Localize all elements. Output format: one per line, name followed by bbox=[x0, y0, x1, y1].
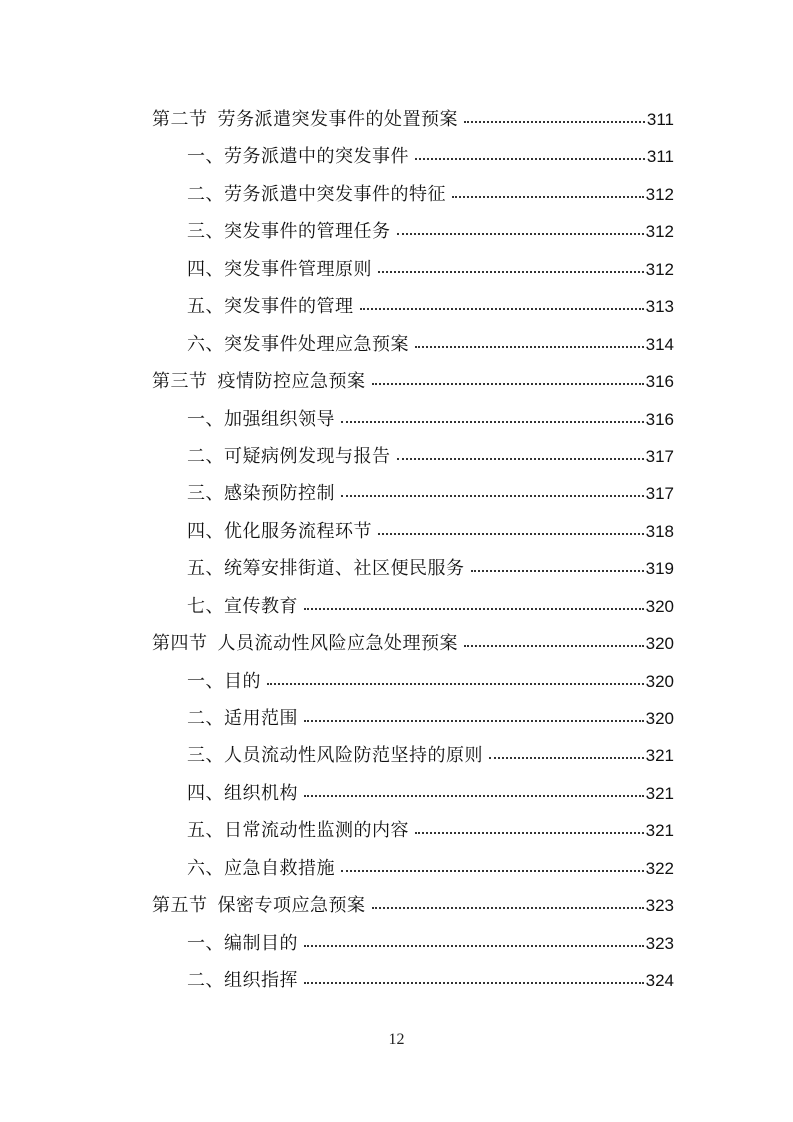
toc-subsection-entry[interactable] bbox=[152, 588, 674, 625]
toc-dot-leader bbox=[415, 831, 644, 834]
page-number: 12 bbox=[388, 1031, 405, 1048]
toc-dot-leader bbox=[304, 944, 644, 947]
toc-subsection-entry[interactable] bbox=[152, 176, 674, 213]
toc-dot-leader bbox=[304, 607, 644, 610]
toc-page-number: 313 bbox=[645, 297, 674, 317]
toc-entry-number: 六、 bbox=[187, 857, 224, 879]
toc-entry-title: 人员流动性风险防范坚持的原则 bbox=[224, 745, 483, 767]
toc-page-number: 314 bbox=[645, 334, 674, 354]
toc-entry-title: 宣传教育 bbox=[224, 595, 298, 617]
toc-page-number: 320 bbox=[645, 596, 674, 616]
toc-page-number: 318 bbox=[645, 521, 674, 541]
toc-entry-number: 第四节 bbox=[152, 633, 208, 655]
toc-dot-leader bbox=[489, 756, 644, 759]
toc-entry-number: 三、 bbox=[187, 483, 224, 505]
toc-page-number: 321 bbox=[645, 821, 674, 841]
toc-entry-number: 三、 bbox=[187, 745, 224, 767]
toc-entry-title: 突发事件的管理任务 bbox=[224, 221, 391, 243]
toc-entry-label bbox=[152, 887, 366, 924]
toc-entry-number: 一、 bbox=[187, 408, 224, 430]
toc-subsection-entry[interactable] bbox=[152, 138, 674, 175]
toc-page-number: 311 bbox=[646, 147, 674, 167]
toc-subsection-entry[interactable] bbox=[152, 288, 674, 325]
toc-dot-leader bbox=[415, 345, 644, 348]
toc-entry-label bbox=[187, 176, 446, 213]
table-of-contents bbox=[152, 101, 674, 1000]
toc-entry-label bbox=[187, 737, 483, 774]
toc-entry-number: 第五节 bbox=[152, 895, 208, 917]
toc-page-number: 320 bbox=[645, 671, 674, 691]
toc-entry-label bbox=[187, 288, 354, 325]
toc-subsection-entry[interactable] bbox=[152, 850, 674, 887]
toc-entry-label bbox=[187, 588, 298, 625]
toc-dot-leader bbox=[304, 981, 644, 984]
toc-entry-number: 四、 bbox=[187, 520, 224, 542]
toc-entry-title: 突发事件管理原则 bbox=[224, 258, 372, 280]
toc-section-entry[interactable] bbox=[152, 101, 674, 138]
toc-entry-title: 劳务派遣中的突发事件 bbox=[224, 146, 409, 168]
toc-entry-title: 组织机构 bbox=[224, 782, 298, 804]
toc-subsection-entry[interactable] bbox=[152, 251, 674, 288]
toc-page-number: 323 bbox=[645, 933, 674, 953]
toc-page-number: 317 bbox=[645, 484, 674, 504]
toc-dot-leader bbox=[378, 270, 644, 273]
toc-entry-label bbox=[187, 438, 391, 475]
toc-entry-number: 七、 bbox=[187, 595, 224, 617]
toc-dot-leader bbox=[267, 682, 644, 685]
toc-subsection-entry[interactable] bbox=[152, 812, 674, 849]
toc-entry-number: 二、 bbox=[187, 708, 224, 729]
toc-dot-leader bbox=[464, 120, 645, 123]
toc-entry-number: 四、 bbox=[187, 782, 224, 804]
toc-entry-label bbox=[187, 663, 261, 700]
toc-entry-number: 五、 bbox=[187, 820, 224, 842]
toc-entry-number: 一、 bbox=[187, 932, 224, 954]
toc-subsection-entry[interactable] bbox=[152, 962, 674, 999]
toc-subsection-entry[interactable] bbox=[152, 438, 674, 475]
toc-entry-label bbox=[187, 925, 298, 962]
toc-subsection-entry[interactable] bbox=[152, 401, 674, 438]
toc-page-number: 321 bbox=[645, 746, 674, 766]
toc-entry-number: 三、 bbox=[187, 221, 224, 243]
toc-entry-label bbox=[187, 550, 465, 587]
toc-entry-title: 编制目的 bbox=[224, 932, 298, 954]
toc-entry-title: 可疑病例发现与报告 bbox=[224, 445, 391, 467]
toc-entry-title: 劳务派遣突发事件的处置预案 bbox=[217, 109, 458, 130]
toc-entry-title: 加强组织领导 bbox=[224, 408, 335, 430]
toc-entry-title: 疫情防控应急预案 bbox=[217, 371, 366, 393]
toc-page-number: 320 bbox=[645, 634, 674, 654]
toc-dot-leader bbox=[464, 644, 644, 647]
toc-entry-label bbox=[187, 700, 298, 737]
toc-entry-number: 二、 bbox=[187, 445, 224, 467]
toc-entry-title: 日常流动性监测的内容 bbox=[224, 820, 409, 842]
toc-subsection-entry[interactable] bbox=[152, 513, 674, 550]
toc-entry-label bbox=[187, 962, 298, 999]
toc-subsection-entry[interactable] bbox=[152, 737, 674, 774]
toc-subsection-entry[interactable] bbox=[152, 550, 674, 587]
toc-entry-label bbox=[187, 513, 372, 550]
toc-entry-title: 应急自救措施 bbox=[224, 857, 335, 879]
toc-entry-number: 五、 bbox=[187, 558, 224, 580]
toc-dot-leader bbox=[415, 157, 645, 160]
toc-entry-title: 突发事件的管理 bbox=[224, 296, 354, 318]
toc-entry-number: 一、 bbox=[187, 146, 224, 168]
toc-dot-leader bbox=[397, 457, 644, 460]
toc-dot-leader bbox=[304, 719, 644, 722]
toc-entry-label bbox=[152, 363, 366, 400]
toc-entry-title: 劳务派遣中突发事件的特征 bbox=[224, 183, 446, 205]
toc-entry-number: 二、 bbox=[187, 970, 224, 992]
toc-dot-leader bbox=[360, 307, 644, 310]
toc-page-number: 320 bbox=[645, 709, 674, 728]
toc-dot-leader bbox=[372, 906, 644, 909]
toc-entry-title: 组织指挥 bbox=[224, 970, 298, 992]
toc-entry-label bbox=[152, 101, 458, 138]
toc-dot-leader bbox=[372, 382, 644, 385]
toc-entry-number: 第三节 bbox=[152, 371, 208, 393]
toc-entry-title: 优化服务流程环节 bbox=[224, 520, 372, 542]
toc-entry-label bbox=[152, 625, 458, 662]
toc-page-number: 316 bbox=[645, 409, 674, 429]
toc-entry-number: 六、 bbox=[187, 333, 224, 355]
toc-dot-leader bbox=[304, 794, 644, 797]
toc-page-number: 324 bbox=[645, 971, 674, 991]
toc-page-number: 321 bbox=[645, 783, 674, 803]
toc-page-number: 312 bbox=[645, 259, 674, 279]
toc-dot-leader bbox=[341, 420, 644, 423]
toc-entry-label bbox=[187, 138, 409, 175]
toc-dot-leader bbox=[378, 532, 644, 535]
toc-dot-leader bbox=[397, 232, 644, 235]
toc-page-number: 322 bbox=[645, 858, 674, 878]
toc-section-entry[interactable] bbox=[152, 363, 674, 400]
toc-entry-title: 感染预防控制 bbox=[224, 483, 335, 505]
toc-entry-label bbox=[187, 812, 409, 849]
toc-dot-leader bbox=[341, 869, 644, 872]
toc-entry-title: 统筹安排街道、社区便民服务 bbox=[224, 558, 465, 580]
toc-entry-title: 保密专项应急预案 bbox=[217, 895, 366, 917]
toc-subsection-entry[interactable] bbox=[152, 213, 674, 250]
toc-entry-number: 四、 bbox=[187, 258, 224, 280]
toc-entry-number: 一、 bbox=[187, 670, 224, 692]
toc-dot-leader bbox=[471, 569, 644, 572]
toc-entry-title: 人员流动性风险应急处理预案 bbox=[217, 633, 458, 655]
toc-subsection-entry[interactable] bbox=[152, 326, 674, 363]
toc-entry-label bbox=[187, 850, 335, 887]
toc-dot-leader bbox=[341, 494, 644, 497]
toc-entry-label bbox=[187, 326, 409, 363]
toc-page-number: 317 bbox=[645, 446, 674, 466]
toc-subsection-entry[interactable] bbox=[152, 925, 674, 962]
toc-page-number: 319 bbox=[645, 559, 674, 579]
toc-entry-number: 五、 bbox=[187, 296, 224, 318]
toc-page-number: 312 bbox=[645, 184, 674, 204]
toc-subsection-entry[interactable] bbox=[152, 663, 674, 700]
toc-entry-label bbox=[187, 401, 335, 438]
toc-entry-label bbox=[187, 251, 372, 288]
toc-page-number: 316 bbox=[645, 372, 674, 392]
toc-entry-title: 突发事件处理应急预案 bbox=[224, 333, 409, 355]
toc-entry-label bbox=[187, 213, 391, 250]
toc-section-entry[interactable] bbox=[152, 887, 674, 924]
toc-entry-number: 二、 bbox=[187, 183, 224, 205]
toc-page-number: 312 bbox=[645, 222, 674, 242]
toc-subsection-entry[interactable] bbox=[152, 775, 674, 812]
toc-entry-number: 第二节 bbox=[152, 109, 208, 130]
toc-entry-title: 目的 bbox=[224, 670, 261, 692]
toc-subsection-entry[interactable] bbox=[152, 700, 674, 737]
toc-dot-leader bbox=[452, 195, 644, 198]
toc-entry-label bbox=[187, 475, 335, 512]
toc-entry-label bbox=[187, 775, 298, 812]
toc-entry-title: 适用范围 bbox=[224, 708, 298, 729]
toc-subsection-entry[interactable] bbox=[152, 475, 674, 512]
toc-page-number: 323 bbox=[645, 896, 674, 916]
toc-section-entry[interactable] bbox=[152, 625, 674, 662]
toc-page-number: 311 bbox=[646, 110, 674, 129]
